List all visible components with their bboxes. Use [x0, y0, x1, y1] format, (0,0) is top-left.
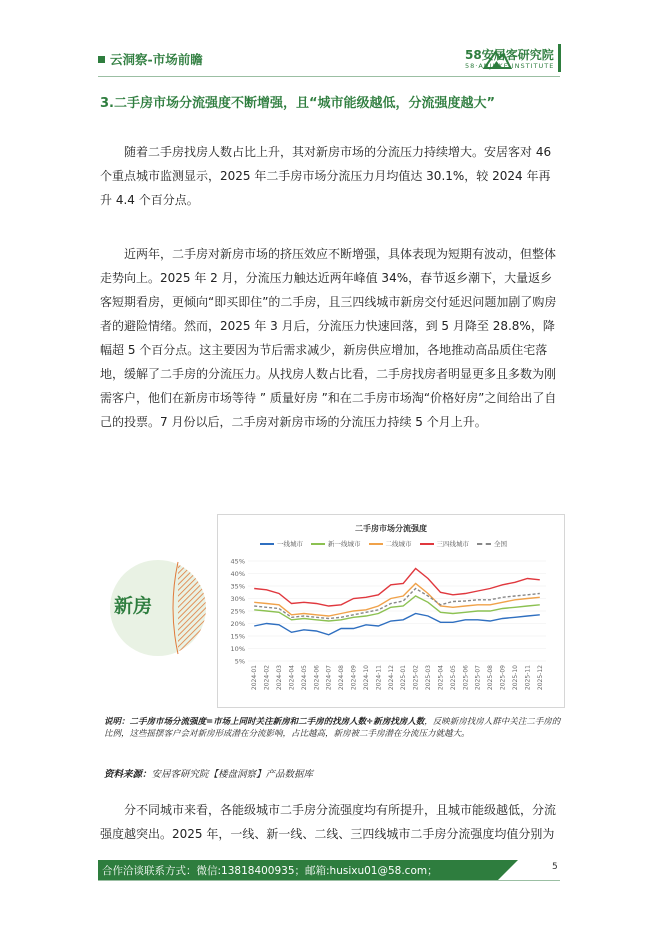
- note-formula: 二手房市场分流强度=市场上同时关注新房和二手房的找房人数÷新房找房人数: [129, 717, 425, 727]
- source-text: 安居客研究院【楼盘洞察】产品数据库: [151, 769, 314, 780]
- x-tick-label: 2025-04: [437, 665, 445, 691]
- x-tick-label: 2025-02: [412, 665, 420, 691]
- y-tick-label: 25%: [230, 607, 245, 616]
- paragraph-3: 分不同城市来看，各能级城市二手房分流强度均有所提升，且城市能级越低，分流强度越突出。2025 年，一线、新一线、二线、三四线城市二手房分流强度均值分别为: [100, 803, 557, 841]
- x-tick-label: 2024-02: [263, 665, 271, 691]
- x-tick-label: 2024-10: [362, 665, 370, 691]
- x-tick-label: 2024-05: [300, 665, 308, 691]
- x-tick-label: 2025-01: [400, 665, 408, 691]
- footer-contact: 合作洽谈联系方式：微信:13818400935；邮箱:husixu01@58.com；: [102, 865, 438, 877]
- y-tick-label: 10%: [230, 645, 245, 653]
- header-accent-bar: [558, 44, 561, 72]
- y-tick-label: 35%: [230, 582, 245, 591]
- paragraph-2: 近两年，二手房对新房市场的挤压效应不断增强，具体表现为短期有波动，但整体走势向上。2025 年 2 月，分流压力触达近两年峰值 34%，春节返乡潮下，大量返乡客短期看房，更倾向“即买即住”的二手房，且三四线城市新房交付延迟问题加剧了购房者的避险情绪。然而，2025 年 3 月后，分流压力快速回落，到 5 月降至 28.8%，降幅超 5 个百分点。这主要因为节后需求减少，新房供应增加，各地推动高品质住宅落地，缓解了二手房的分流压力。从找房人数占比看，二手房找房者明显更多且多数为刚需客户，他们在新房市场等待 ” 质量好房 ”和在二手房市场淘“价格好房”之间给出了自己的投票。7 月份以后，二手房对新房市场的分流压力持续 5 个月上升。: [100, 247, 557, 429]
- x-tick-label: 2025-10: [511, 665, 519, 691]
- data-source: [104, 766, 313, 780]
- legend-swatch: [260, 543, 274, 545]
- section-title: 3.二手房市场分流强度不断增强，且“城市能级越低，分流强度越大”: [100, 96, 496, 111]
- x-tick-label: 2024-04: [288, 665, 296, 691]
- logo-name: 58安居客研究院: [465, 48, 554, 62]
- new-home-circle-illustration: [108, 558, 208, 658]
- legend-item: [420, 539, 470, 548]
- x-tick-label: 2025-08: [487, 665, 495, 691]
- legend-label: 二线城市: [385, 540, 412, 548]
- legend-swatch: [420, 543, 434, 545]
- legend-swatch: [311, 543, 325, 545]
- header-marker: [98, 56, 105, 63]
- page-number: 5: [552, 862, 558, 872]
- footer-divider: [98, 880, 560, 881]
- note-prefix: 说明：: [104, 717, 130, 727]
- header-divider: [98, 76, 560, 77]
- x-tick-label: 2024-07: [325, 665, 333, 691]
- legend-label: 一线城市: [277, 540, 303, 548]
- x-tick-label: 2024-09: [350, 665, 358, 691]
- x-tick-label: 2024-06: [313, 665, 321, 691]
- legend-label: 新一线城市: [328, 540, 361, 548]
- x-tick-label: 2025-12: [536, 665, 544, 691]
- note-text: ，反映新房找房人群中关注二手房的比例，这些摇摆客户会对新房形成潜在分流影响，占比越高，新房被二手房潜在分流压力就越大。: [104, 717, 561, 739]
- series-line-三四线城市: [254, 569, 540, 607]
- legend-item: [311, 539, 361, 548]
- y-tick-label: 5%: [234, 657, 245, 666]
- header-title: 云洞察-市场前瞻: [110, 52, 203, 67]
- x-tick-label: 2024-12: [387, 665, 395, 691]
- x-tick-label: 2025-06: [462, 665, 470, 691]
- legend-item: [369, 539, 412, 548]
- legend-label: 全国: [494, 540, 507, 548]
- x-tick-label: 2024-01: [251, 665, 259, 691]
- logo-english: 58·ANJUKE INSTITUTE: [465, 62, 555, 70]
- x-tick-label: 2024-11: [375, 665, 383, 691]
- x-tick-label: 2025-05: [449, 665, 457, 691]
- source-label: 资料来源：: [104, 769, 152, 780]
- y-tick-label: 20%: [230, 620, 245, 628]
- legend-item: [477, 539, 507, 548]
- paragraph-1: 随着二手房找房人数占比上升，其对新房市场的分流压力持续增大。安居客对 46 个重点城市监测显示，2025 年二手房市场分流压力月均值达 30.1%，较 2024 年再升 4.4 个百分点。: [100, 145, 552, 207]
- y-tick-label: 45%: [230, 557, 245, 566]
- y-tick-label: 30%: [230, 595, 245, 603]
- legend-item: [260, 539, 303, 548]
- footer-bar-tail: [498, 860, 518, 880]
- x-tick-label: 2024-03: [276, 665, 284, 691]
- x-tick-label: 2024-08: [338, 665, 346, 691]
- x-tick-label: 2025-11: [524, 665, 532, 691]
- chart-title: 二手房市场分流强度: [355, 524, 427, 533]
- legend-swatch: [477, 543, 491, 545]
- chart-note: [104, 716, 562, 740]
- x-tick-label: 2025-09: [499, 665, 507, 691]
- new-home-label: 新房: [114, 595, 153, 617]
- legend-label: 三四线城市: [436, 540, 469, 548]
- y-tick-label: 40%: [230, 570, 245, 578]
- legend-swatch: [369, 543, 383, 545]
- y-tick-label: 15%: [230, 632, 245, 641]
- x-tick-label: 2025-07: [474, 665, 482, 691]
- chart-legend: [260, 539, 515, 548]
- x-tick-label: 2025-03: [425, 665, 433, 691]
- chart-container: [217, 514, 565, 708]
